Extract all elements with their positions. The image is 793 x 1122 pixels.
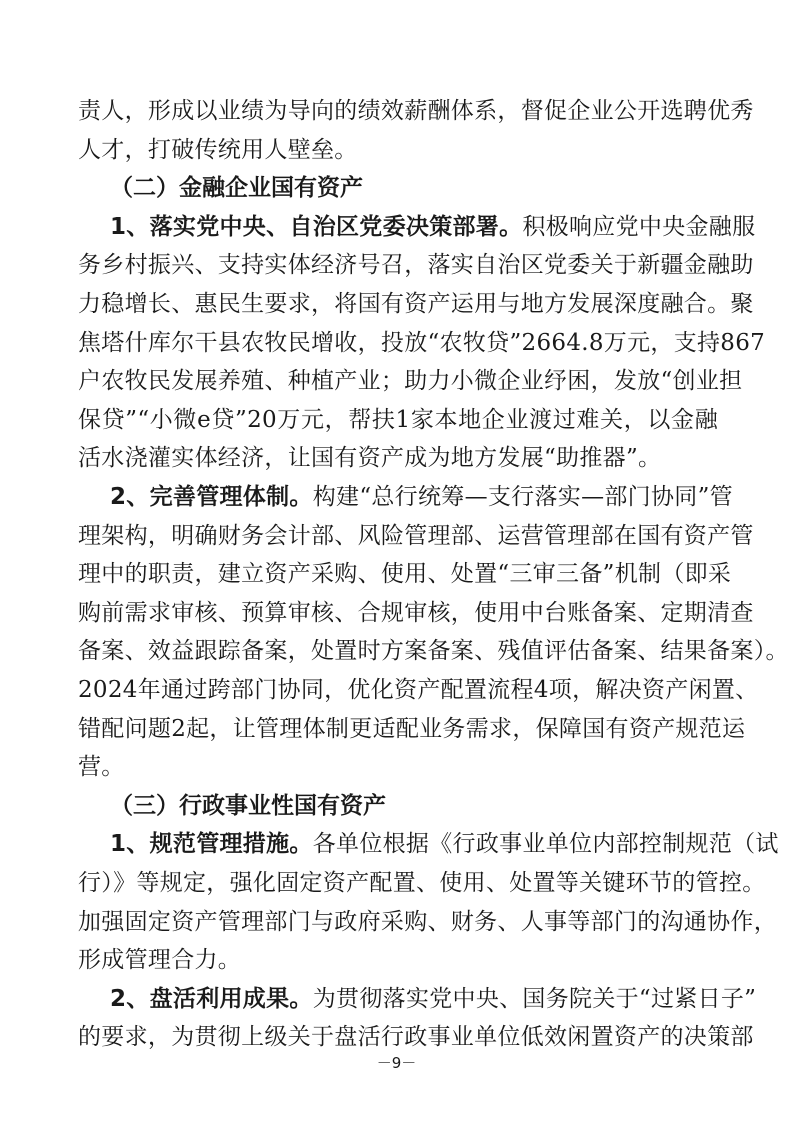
paragraph-line: 错配问题2起，让管理体制更适配业务需求，保障国有资产规范运 [78,716,746,742]
item-title-2: 2、盘活利用成果。 [110,986,313,1012]
paragraph-line: 营。 [78,754,125,780]
paragraph-line: 购前需求审核、预算审核、合规审核，使用中台账备案、定期清查 [78,600,754,626]
paragraph-line: 人才，打破传统用人壁垒。 [78,137,358,163]
paragraph-line: 务乡村振兴、支持实体经济号召，落实自治区党委关于新疆金融助 [78,252,754,278]
item-title-1: 1、规范管理措施。 [110,831,313,857]
item-first-line [110,212,756,242]
paragraph-line: 形成管理合力。 [78,947,242,973]
paragraph-line: 加强固定资产管理部门与政府采购、财务、人事等部门的沟通协作， [78,909,777,935]
item-text: 积极响应党中央金融服 [522,214,756,240]
paragraph-line: 理架构，明确财务会计部、风险管理部、运营管理部在国有资产管 [78,523,754,549]
paragraph-line: 保贷”“小微e贷”20万元，帮扶1家本地企业渡过难关，以金融 [78,407,718,433]
item-first-line [110,829,779,859]
section-heading-administrative: （三）行政事业性国有资产 [110,793,386,819]
paragraph-line: 2024年通过跨部门协同，优化资产配置流程4项，解决资产闲置、 [78,677,759,703]
item-title-1: 1、落实党中央、自治区党委决策部署。 [110,214,523,240]
paragraph-line: 力稳增长、惠民生要求，将国有资产运用与地方发展深度融合。聚 [78,291,754,317]
paragraph-line: 户农牧民发展养殖、种植产业；助力小微企业纾困，发放“创业担 [78,368,743,394]
paragraph-line: 理中的职责，建立资产采购、使用、处置“三审三备”机制（即采 [78,561,732,587]
paragraph-line: 责人，形成以业绩为导向的绩效薪酬体系，督促企业公开选聘优秀 [78,98,754,124]
item-first-line [110,984,757,1014]
item-text: 为贯彻落实党中央、国务院关于“过紧日子” [312,986,757,1012]
section-heading-financial: （二）金融企业国有资产 [110,175,363,201]
item-text: 各单位根据《行政事业单位内部控制规范（试 [312,831,779,857]
paragraph-line: 行）》等规定，强化固定资产配置、使用、处置等关键环节的管控。 [78,870,766,896]
item-first-line [110,482,733,512]
item-title-2: 2、完善管理体制。 [110,484,313,510]
paragraph-line: 备案、效益跟踪备案，处置时方案备案、残值评估备案、结果备案）。 [78,638,789,664]
page-number: －9－ [376,1054,417,1072]
item-text: 构建“总行统筹—支行落实—部门协同”管 [312,484,733,510]
paragraph-line: 活水浇灌实体经济，让国有资产成为地方发展“助推器”。 [78,445,662,471]
paragraph-line: 焦塔什库尔干县农牧民增收，投放“农牧贷”2664.8万元，支持867 [78,330,766,356]
paragraph-line: 的要求，为贯彻上级关于盘活行政事业单位低效闲置资产的决策部 [78,1024,754,1050]
